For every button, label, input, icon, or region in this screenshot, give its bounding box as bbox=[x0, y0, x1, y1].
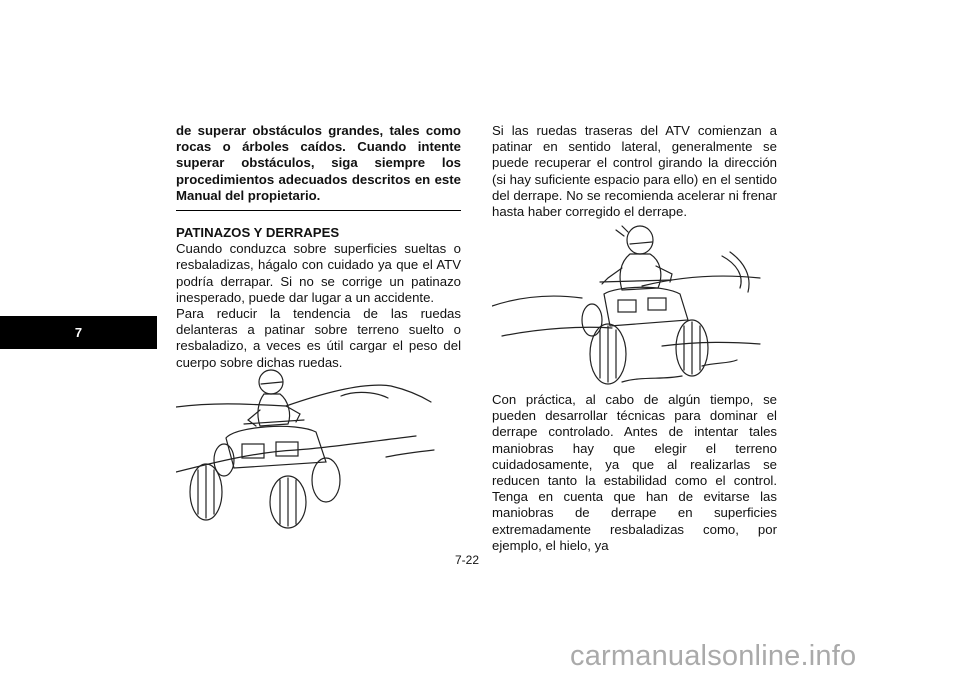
right-column bbox=[492, 123, 777, 220]
right-paragraph-1: Si las ruedas traseras del ATV comienzan a patinar en sentido lateral, generalmente se puede recuperar el control girando la dirección (si hay suficiente espacio para ello) en el sentido del derrape. No se recomienda acelerar ni frenar hasta haber corregido el derrape. bbox=[492, 123, 777, 220]
right-paragraph-2: Con práctica, al cabo de algún tiempo, se pueden desarrollar técnicas para dominar el derrape controlado. Antes de intentar tales maniobras hay que elegir el terreno cuidadosamente, ya que al realizarlas se reducen tanto la estabilidad como el control. Tenga en cuenta que han de evitarse las maniobras de derrape en superficies extremadamente resbaladizas como, por ejemplo, el hielo, ya bbox=[492, 392, 777, 553]
left-paragraph-1: Cuando conduzca sobre superficies sueltas o resbaladizas, hágalo con cuidado ya que el ATV podría derrapar. Si no se corrige un patinazo inesperado, puede dar lugar a un accidente. bbox=[176, 241, 461, 305]
left-paragraph-2: Para reducir la tendencia de las ruedas delanteras a patinar sobre terreno suelto o resbaladizo, a veces es útil cargar el peso del cuerpo sobre dichas ruedas. bbox=[176, 306, 461, 370]
warning-text: de superar obstáculos grandes, tales como rocas o árboles caídos. Cuando intente superar obstáculos, siga siempre los procedimientos adecuados descritos en este Manual del propietario. bbox=[176, 123, 461, 211]
watermark: carmanualsonline.info bbox=[570, 640, 857, 672]
atv-rear-skid-illustration bbox=[492, 216, 762, 391]
right-column-lower bbox=[492, 392, 777, 554]
left-column bbox=[176, 123, 461, 371]
section-heading: PATINAZOS Y DERRAPES bbox=[176, 225, 340, 241]
page-number: 7-22 bbox=[455, 553, 480, 567]
atv-front-weight-illustration bbox=[176, 362, 436, 530]
chapter-tab: 7 bbox=[0, 316, 157, 349]
